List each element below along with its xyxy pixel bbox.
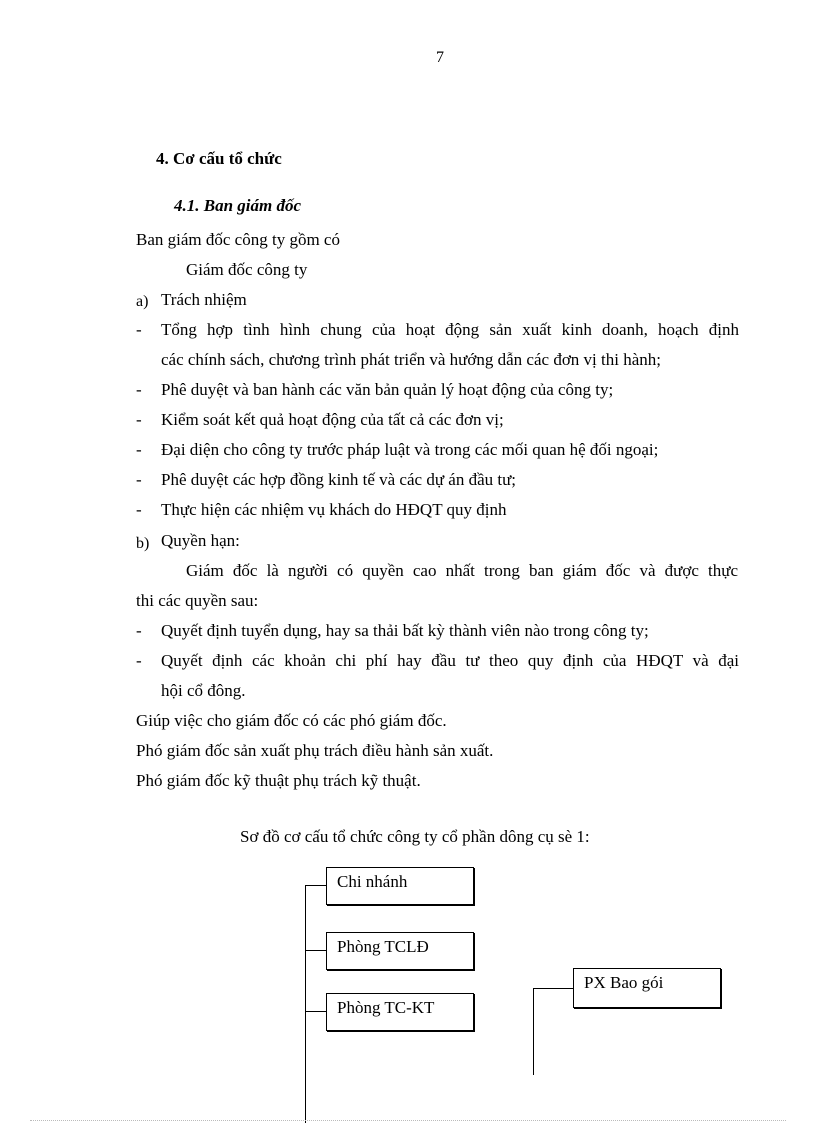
assistant-line: Giúp việc cho giám đốc có các phó giám đốc. <box>136 711 447 730</box>
bullet-dash: - <box>136 621 142 640</box>
section-b-marker: b) <box>136 535 150 552</box>
responsibility-item: Phê duyệt các hợp đồng kinh tế và các dự án đầu tư; <box>161 470 517 489</box>
org-box-chi-nhanh: Chi nhánh <box>326 867 474 905</box>
assistant-line: Phó giám đốc kỹ thuật phụ trách kỹ thuật. <box>136 771 421 790</box>
section-a-title: Trách nhiệm <box>161 290 247 309</box>
responsibility-continuation: các chính sách, chương trình phát triển và hướng dẫn các đơn vị thi hành; <box>161 350 661 369</box>
assistant-line: Phó giám đốc sản xuất phụ trách điều hành sản xuất. <box>136 741 494 760</box>
org-chart-connector <box>305 1011 326 1012</box>
bullet-dash: - <box>136 320 142 339</box>
page-bottom-divider <box>30 1120 786 1121</box>
responsibility-item <box>161 320 739 340</box>
org-box-px-bao-goi: PX Bao gói <box>573 968 721 1008</box>
bullet-dash: - <box>136 500 142 519</box>
right-continuation: hội cổ đông. <box>161 681 246 700</box>
org-chart-connector <box>305 885 326 886</box>
rights-intro <box>186 561 738 581</box>
page-number: 7 <box>436 49 444 66</box>
section-a-marker: a) <box>136 293 149 310</box>
bullet-dash: - <box>136 651 142 670</box>
responsibility-item: Kiểm soát kết quả hoạt động của tất cả các đơn vị; <box>161 410 504 429</box>
bullet-dash: - <box>136 380 142 399</box>
responsibility-item: Thực hiện các nhiệm vụ khách do HĐQT quy định <box>161 500 507 519</box>
subsection-heading: 4.1. Ban giám đốc <box>174 196 302 215</box>
bullet-dash: - <box>136 410 142 429</box>
right-line: Quyết định các khoản chi phí hay đầu tư theo quy định của HĐQT và đại <box>161 651 739 670</box>
responsibility-item: Phê duyệt và ban hành các văn bản quản lý hoạt động của công ty; <box>161 380 614 399</box>
responsibility-line: Tổng hợp tình hình chung của hoạt động sản xuất kinh doanh, hoạch định <box>161 320 739 339</box>
director-title: Giám đốc công ty <box>186 260 308 279</box>
rights-intro-continuation: thi các quyền sau: <box>136 591 259 610</box>
org-box-phong-tc-kt: Phòng TC-KT <box>326 993 474 1031</box>
org-chart-trunk-line <box>305 885 306 1123</box>
right-item <box>161 651 739 671</box>
bullet-dash: - <box>136 470 142 489</box>
bullet-dash: - <box>136 440 142 459</box>
org-chart-branch-line <box>533 988 534 1075</box>
org-chart-connector <box>305 950 326 951</box>
org-chart-connector <box>533 988 573 989</box>
section-b-title: Quyền hạn: <box>161 531 240 550</box>
org-chart-caption: Sơ đồ cơ cấu tổ chức công ty cổ phần dông cụ sè 1: <box>240 827 590 846</box>
intro-text: Ban giám đốc công ty gồm có <box>136 230 340 249</box>
right-item: Quyết định tuyển dụng, hay sa thải bất kỳ thành viên nào trong công ty; <box>161 621 649 640</box>
org-box-phong-tcld: Phòng TCLĐ <box>326 932 474 970</box>
responsibility-item: Đại diện cho công ty trước pháp luật và trong các mối quan hệ đối ngoại; <box>161 440 659 459</box>
section-heading: 4. Cơ cấu tổ chức <box>156 149 282 168</box>
rights-intro-line: Giám đốc là người có quyền cao nhất trong ban giám đốc và được thực <box>186 561 738 580</box>
